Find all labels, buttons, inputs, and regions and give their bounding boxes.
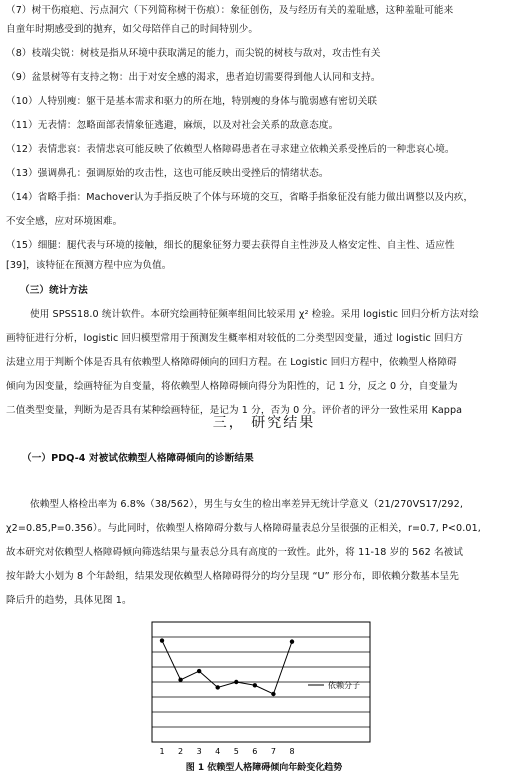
text-line: 降后升的趋势，具体见图 1。 [6, 595, 132, 606]
data-point [290, 639, 294, 643]
age-trend-chart [140, 618, 390, 758]
text-line: 倾向为因变量，绘画特征为自变量，将依赖型人格障碍倾向得分为阳性的，记 1 分，反之 0 分，自变量为 [6, 381, 458, 392]
text-line: （15）细腿：腿代表与环境的接触，细长的腿象征努力要去获得自主性涉及人格安定性、自主性、适应性 [6, 240, 455, 251]
data-point [271, 692, 275, 696]
data-point [160, 638, 164, 642]
x-tick-label: 3 [196, 747, 202, 756]
legend-label: 依赖分子 [328, 681, 360, 690]
x-tick-label: 8 [289, 747, 295, 756]
text-line: （9）盆景树等有支持之物：出于对安全感的渴求，患者迫切需要得到他人认同和支持。 [6, 72, 381, 83]
text-line: 画特征进行分析，logistic 回归模型常用于预测发生概率相对较低的二分类型因变量，通过 logistic 回归方 [6, 333, 464, 344]
x-tick-label: 4 [215, 747, 221, 756]
text-line: 依赖型人格检出率为 6.8%（38/562），男生与女生的检出率差异无统计学意义（21/270VS17/292, [30, 499, 463, 510]
text-line: 故本研究对依赖型人格障碍倾向筛选结果与量表总分具有高度的一致性。此外，将 11-18 岁的 562 名被试 [6, 547, 464, 558]
text-line: 按年龄大小划为 8 个年龄组，结果发现依赖型人格障碍得分的均分呈现 “U” 形分布，即依赖分数基本呈先 [6, 571, 459, 582]
text-line: 二值类型变量，判断为是否具有某种绘画特征，是记为 1 分，否为 0 分。评价者的评分一致性采用 Kappa [6, 405, 463, 416]
subsection-heading: （一）PDQ-4 对被试依赖型人格障碍倾向的诊断结果 [22, 453, 254, 464]
text-line: [39]，该特征在预测方程中应为负值。 [6, 260, 172, 271]
text-line: （7）树干伤痕疤、污点洞穴（下列简称树干伤痕）：象征创伤，及与经历有关的羞耻感，这种羞耻可能来 [6, 5, 454, 16]
data-point [216, 685, 220, 689]
text-line: （14）省略手指：Machover认为手指反映了个体与环境的交互，省略手指象征没有能力做出调整以及内疚， [6, 192, 474, 203]
x-tick-label: 1 [159, 747, 165, 756]
text-line: （11）无表情：忽略面部表情象征逃避，麻烦，以及对社会关系的敌意态度。 [6, 120, 339, 131]
data-point [197, 669, 201, 673]
text-line: 法建立用于判断个体是否具有依赖型人格障碍倾向的回归方程。在 Logistic 回归方程中，依赖型人格障碍 [6, 357, 457, 368]
data-point [253, 683, 257, 687]
x-tick-label: 5 [233, 747, 239, 756]
figure-caption: 图 1 依赖型人格障碍倾向年龄变化趋势 [185, 763, 343, 773]
text-line: （12）表情悲哀：表情悲哀可能反映了依赖型人格障碍患者在寻求建立依赖关系受挫后的一种悲哀心境。 [6, 144, 455, 155]
text-line: 不安全感，应对环境困难。 [6, 216, 123, 227]
text-line: χ2=0.85,P=0.356）。与此同时，依赖型人格障碍分数与人格障碍量表总分呈很强的正相关，r=0.7, P<0.01, [6, 523, 481, 534]
x-tick-label: 7 [270, 747, 276, 756]
section-title: 三， 研究结果 [212, 415, 316, 431]
subsection-heading: （三）统计方法 [20, 285, 88, 296]
data-point [234, 680, 238, 684]
text-line: 使用 SPSS18.0 统计软件。本研究绘画特征频率组间比较采用 χ² 检验。采用 logistic 回归分析方法对绘 [30, 309, 479, 320]
x-tick-label: 6 [252, 747, 258, 756]
x-tick-label: 2 [178, 747, 184, 756]
text-line: （13）强调鼻孔：强调原始的攻击性，这也可能反映出受挫后的情绪状态。 [6, 168, 329, 179]
text-line: （10）人特别瘦：躯干是基本需求和驱力的所在地，特别瘦的身体与脆弱感有密切关联 [6, 96, 378, 107]
text-line: 自童年时期感受到的抛弃，如父母陪伴自己的时间特别少。 [6, 24, 259, 35]
data-point [178, 678, 182, 682]
text-line: （8）枝端尖锐：树枝是指从环境中获取满足的能力，而尖锐的树枝与敌对，攻击性有关 [6, 48, 381, 59]
x-tick-labels [159, 747, 294, 756]
